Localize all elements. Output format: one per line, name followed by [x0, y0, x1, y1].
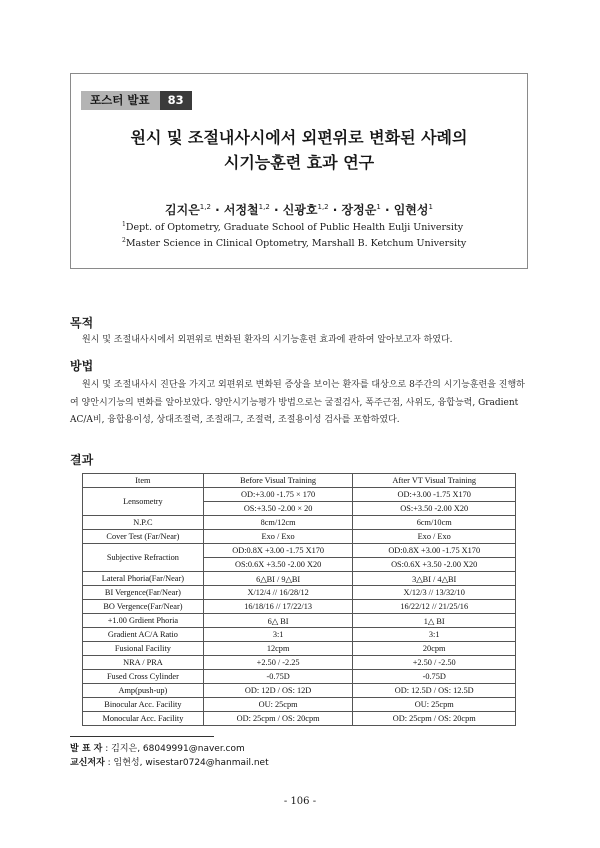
table-row: [83, 670, 516, 684]
author-affiliation-mark: 1,2: [258, 203, 270, 211]
cell-item: Binocular Acc. Facility: [83, 698, 204, 712]
cell-item: Amp(push-up): [83, 684, 204, 698]
author-name: 서정철: [223, 203, 259, 217]
author-affiliation-mark: 1: [376, 203, 381, 211]
cell-item: NRA / PRA: [83, 656, 204, 670]
table-row: [83, 614, 516, 628]
cell-item: BI Vergence(Far/Near): [83, 586, 204, 600]
cell-after: 3:1: [353, 628, 516, 642]
affiliation-2-mark: 2: [122, 237, 126, 244]
paper-title-line2: 시기능훈련 효과 연구: [223, 153, 375, 172]
purpose-text: 원시 및 조절내사시에서 외편위로 변화된 환자의 시기능훈련 효과에 관하여 알아보고자 하였다.: [82, 335, 453, 345]
author-separator: ·: [210, 203, 224, 217]
table-row: [83, 530, 516, 544]
cell-item: BO Vergence(Far/Near): [83, 600, 204, 614]
table-row: [83, 712, 516, 726]
author-name: 김지은: [165, 203, 200, 217]
poster-badge: [81, 91, 192, 110]
results-heading: 결과: [70, 453, 94, 467]
table-row: [83, 656, 516, 670]
cell-after: -0.75D: [353, 670, 516, 684]
badge-label: 포스터 발표: [81, 91, 160, 110]
cell-after: +2.50 / -2.50: [353, 656, 516, 670]
cell-item: Cover Test (Far/Near): [83, 530, 204, 544]
header-item: Item: [83, 474, 204, 488]
table-row: [83, 684, 516, 698]
cell-before: 6△BI / 9△BI: [203, 572, 353, 586]
cell-after: OD: 12.5D / OS: 12.5D: [353, 684, 516, 698]
page-number: - 106 -: [283, 796, 317, 807]
cell-after: 20cpm: [353, 642, 516, 656]
table-header-row: [83, 474, 516, 488]
method-heading: 방법: [70, 359, 94, 373]
cell-after: OD: 25cpm / OS: 20cpm: [353, 712, 516, 726]
cell-after: OD:+3.00 -1.75 X170: [353, 488, 516, 502]
purpose-heading: 목적: [70, 316, 94, 330]
table-row: [83, 698, 516, 712]
affiliation-1-text: Dept. of Optometry, Graduate School of Public Health Eulji University: [125, 222, 464, 234]
table-row: [83, 628, 516, 642]
presenter-line: 발 표 자 : 김지은, 68049991@naver.com: [70, 744, 245, 754]
table-row: [83, 642, 516, 656]
cell-before: 3:1: [203, 628, 353, 642]
cell-after: OD:0.8X +3.00 -1.75 X170: [353, 544, 516, 558]
cell-after: 3△BI / 4△BI: [353, 572, 516, 586]
cell-after: X/12/3 // 13/32/10: [353, 586, 516, 600]
presenter-label: 발 표 자: [70, 744, 103, 754]
cell-before: 12cpm: [203, 642, 353, 656]
cell-item: Lensometry: [83, 488, 204, 516]
cell-before: OD: 25cpm / OS: 20cpm: [203, 712, 353, 726]
author-separator: ·: [380, 203, 394, 217]
corresponding-label: 교신저자: [70, 758, 105, 768]
header-before: Before Visual Training: [203, 474, 353, 488]
cell-before: -0.75D: [203, 670, 353, 684]
author-affiliation-mark: 1: [428, 203, 433, 211]
footnote-rule: [70, 736, 214, 737]
cell-after: 1△ BI: [353, 614, 516, 628]
cell-before: OD:0.8X +3.00 -1.75 X170: [203, 544, 353, 558]
cell-item: Fusional Facility: [83, 642, 204, 656]
author-name: 신광호: [282, 203, 318, 217]
affiliation-2-text: Master Science in Clinical Optometry, Marshall B. Ketchum University: [125, 238, 467, 250]
cell-before: X/12/4 // 16/28/12: [203, 586, 353, 600]
author-affiliation-mark: 1,2: [317, 203, 329, 211]
table-row: [83, 572, 516, 586]
author-separator: ·: [269, 203, 283, 217]
cell-item: +1.00 Grdient Phoria: [83, 614, 204, 628]
cell-before: Exo / Exo: [203, 530, 353, 544]
affiliation-1: [122, 221, 463, 233]
method-text: 원시 및 조절내사시 진단을 가지고 외편위로 변화된 증상을 보이는 환자를 대상으로 8주간의 시기능훈련을 진행하여 양안시기능의 변화를 알아보았다. 양안시기능평가 방법으로는 굴절검사, 폭주근점, 사위도, 융합능력, Gradient AC/A비, 융합용이성, 상대조절력, 조절래그, 조절력, 조절용이성 검사를 포함하였다.: [70, 380, 525, 425]
cell-before: 8cm/12cm: [203, 516, 353, 530]
author-affiliation-mark: 1,2: [199, 203, 211, 211]
cell-before: OS:+3.50 -2.00 × 20: [203, 502, 353, 516]
cell-item: Monocular Acc. Facility: [83, 712, 204, 726]
presenter-value: 김지은, 68049991@naver.com: [111, 744, 245, 754]
author-name: 임현성: [393, 203, 429, 217]
cell-item: Lateral Phoria(Far/Near): [83, 572, 204, 586]
cell-before: OU: 25cpm: [203, 698, 353, 712]
corresponding-value: 임현성, wisestar0724@hanmail.net: [113, 758, 269, 768]
table-row: [83, 600, 516, 614]
cell-item: Subjective Refraction: [83, 544, 204, 572]
author-list: [70, 201, 528, 218]
cell-item: Gradient AC/A Ratio: [83, 628, 204, 642]
paper-title-line1: 원시 및 조절내사시에서 외편위로 변화된 사례의: [130, 128, 468, 147]
cell-before: 6△ BI: [203, 614, 353, 628]
cell-after: 6cm/10cm: [353, 516, 516, 530]
badge-number: 83: [160, 91, 192, 110]
cell-before: 16/18/16 // 17/22/13: [203, 600, 353, 614]
header-after: After VT Visual Training: [353, 474, 516, 488]
table-body: [83, 488, 516, 726]
author-separator: ·: [328, 203, 342, 217]
results-table: [82, 473, 516, 726]
table-row: [83, 516, 516, 530]
table-row: [83, 488, 516, 502]
cell-before: OS:0.6X +3.50 -2.00 X20: [203, 558, 353, 572]
cell-before: OD: 12D / OS: 12D: [203, 684, 353, 698]
cell-after: OU: 25cpm: [353, 698, 516, 712]
cell-after: OS:+3.50 -2.00 X20: [353, 502, 516, 516]
author-name: 장정운: [341, 203, 377, 217]
cell-after: OS:0.6X +3.50 -2.00 X20: [353, 558, 516, 572]
table-row: [83, 586, 516, 600]
cell-after: Exo / Exo: [353, 530, 516, 544]
affiliation-1-mark: 1: [122, 221, 126, 228]
affiliation-2: [122, 237, 466, 249]
table-row: [83, 544, 516, 558]
corresponding-line: 교신저자 : 임현성, wisestar0724@hanmail.net: [70, 758, 269, 768]
cell-item: N.P.C: [83, 516, 204, 530]
cell-item: Fused Cross Cylinder: [83, 670, 204, 684]
cell-before: OD:+3.00 -1.75 × 170: [203, 488, 353, 502]
cell-before: +2.50 / -2.25: [203, 656, 353, 670]
cell-after: 16/22/12 // 21/25/16: [353, 600, 516, 614]
